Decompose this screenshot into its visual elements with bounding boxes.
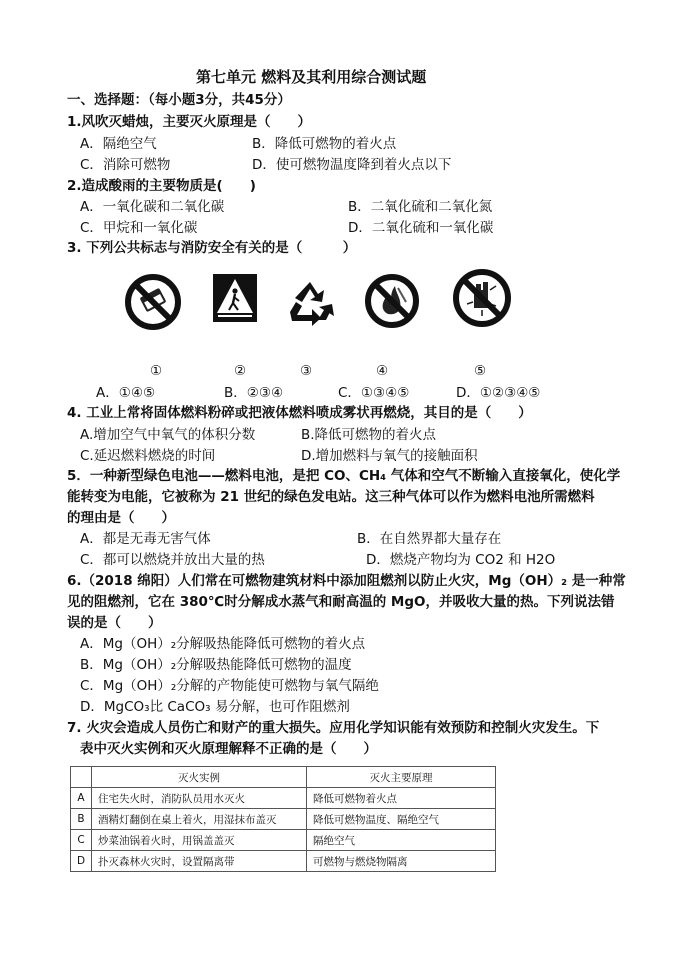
q6-option-d: D．MgCO₃比 CaCO₃ 易分解，也可作阻燃剂 [80, 699, 350, 715]
question-6-line3: 误的是（ ） [67, 615, 162, 631]
q5-option-b: B．在自然界都大量存在 [357, 531, 502, 547]
q2-option-d: D．二氧化硫和一氧化碳 [348, 220, 494, 236]
no-phone-sign-icon [124, 266, 182, 338]
no-fire-sign-icon [364, 266, 420, 336]
table-cell: 住宅失火时，消防队员用水灭火 [92, 788, 307, 809]
q3-option-a: A．①④⑤ [96, 385, 156, 401]
question-2-stem: 2.造成酸雨的主要物质是( ) [67, 178, 256, 194]
q1-option-b: B．降低可燃物的着火点 [252, 136, 397, 152]
table-cell: 降低可燃物温度、隔绝空气 [307, 809, 496, 830]
table-cell: A [71, 788, 92, 809]
table-row [71, 830, 496, 851]
table-cell: 炒菜油锅着火时，用锅盖盖灭 [92, 830, 307, 851]
q1-option-a: A．隔绝空气 [80, 136, 157, 152]
question-6-line1: 6.（2018 绵阳）人们常在可燃物建筑材料中添加阻燃剂以防止火灾，Mg（OH）₂ 是一种常 [67, 573, 626, 589]
table-cell: 酒精灯翻倒在桌上着火，用湿抹布盖灭 [92, 809, 307, 830]
q5-option-c: C．都可以燃烧并放出大量的热 [80, 552, 265, 568]
q4-option-a: A.增加空气中氧气的体积分数 [80, 427, 256, 443]
q2-option-b: B．二氧化硫和二氧化氮 [348, 199, 493, 215]
table-cell: 隔绝空气 [307, 830, 496, 851]
q3-option-b: B．②③④ [224, 385, 284, 401]
q2-option-c: C．甲烷和一氧化碳 [80, 220, 198, 236]
sign-label-4: ④ [376, 363, 389, 379]
q4-option-c: C.延迟燃料燃烧的时间 [80, 448, 216, 464]
question-5-line3: 的理由是（ ） [67, 510, 175, 526]
sign-label-5: ⑤ [474, 363, 487, 379]
q4-option-d: D.增加燃料与氧气的接触面积 [301, 448, 478, 464]
q5-option-a: A．都是无毒无害气体 [80, 531, 211, 547]
q3-option-d: D．①②③④⑤ [456, 385, 541, 401]
no-fireworks-sign-icon [452, 260, 512, 336]
sign-label-2: ② [234, 363, 247, 379]
table-row [71, 809, 496, 830]
question-4-stem: 4. 工业上常将固体燃料粉碎或把液体燃料喷成雾状再燃烧，其目的是（ ） [67, 405, 532, 421]
q6-option-c: C．Mg（OH）₂分解的产物能使可燃物与氧气隔绝 [80, 678, 379, 694]
pedestrian-crossing-sign-icon [212, 273, 258, 323]
table-header-row [71, 767, 496, 788]
q1-option-d: D．使可燃物温度降到着火点以下 [252, 157, 452, 173]
q1-option-c: C．消除可燃物 [80, 157, 171, 173]
page-title: 第七单元 燃料及其利用综合测试题 [196, 68, 427, 86]
table-row [71, 851, 496, 872]
table-header-cell [71, 767, 92, 788]
table-cell: 降低可燃物着火点 [307, 788, 496, 809]
q4-option-b: B.降低可燃物的着火点 [301, 427, 437, 443]
question-1-stem: 1.风吹灭蜡烛，主要灭火原理是（ ） [67, 114, 312, 130]
q6-option-a: A．Mg（OH）₂分解吸热能降低可燃物的着火点 [80, 636, 366, 652]
recycle-sign-icon [282, 276, 338, 332]
table-cell: B [71, 809, 92, 830]
q5-option-d: D．燃烧产物均为 CO2 和 H2O [366, 552, 556, 568]
fire-principle-table [70, 766, 496, 872]
question-6-line2: 见的阻燃剂，它在 380℃时分解成水蒸气和耐高温的 MgO，并吸收大量的热。下列说法错 [67, 594, 615, 610]
table-cell: 可燃物与燃烧物隔离 [307, 851, 496, 872]
table-header-cell: 灭火实例 [92, 767, 307, 788]
q6-option-b: B．Mg（OH）₂分解吸热能降低可燃物的温度 [80, 657, 352, 673]
question-7-line1: 7. 火灾会造成人员伤亡和财产的重大损失。应用化学知识能有效预防和控制火灾发生。下 [67, 720, 600, 736]
question-7-line2: 表中灭火实例和灭火原理解释不正确的是（ ） [80, 741, 377, 757]
sign-label-3: ③ [300, 363, 313, 379]
table-cell: D [71, 851, 92, 872]
table-header-cell: 灭火主要原理 [307, 767, 496, 788]
sign-label-1: ① [150, 363, 163, 379]
table-cell: 扑灭森林火灾时，设置隔离带 [92, 851, 307, 872]
question-5-line1: 5．一种新型绿色电池——燃料电池，是把 CO、CH₄ 气体和空气不断输入直接氧化，使化学 [67, 468, 621, 484]
question-5-line2: 能转变为电能，它被称为 21 世纪的绿色发电站。这三种气体可以作为燃料电池所需燃料 [67, 489, 595, 505]
q3-option-c: C．①③④⑤ [338, 385, 410, 401]
section-heading: 一、选择题：（每小题3分，共45分） [67, 92, 291, 108]
question-3-stem: 3. 下列公共标志与消防安全有关的是（ ） [67, 240, 357, 256]
q2-option-a: A．一氧化碳和二氧化碳 [80, 199, 225, 215]
table-cell: C [71, 830, 92, 851]
table-row [71, 788, 496, 809]
